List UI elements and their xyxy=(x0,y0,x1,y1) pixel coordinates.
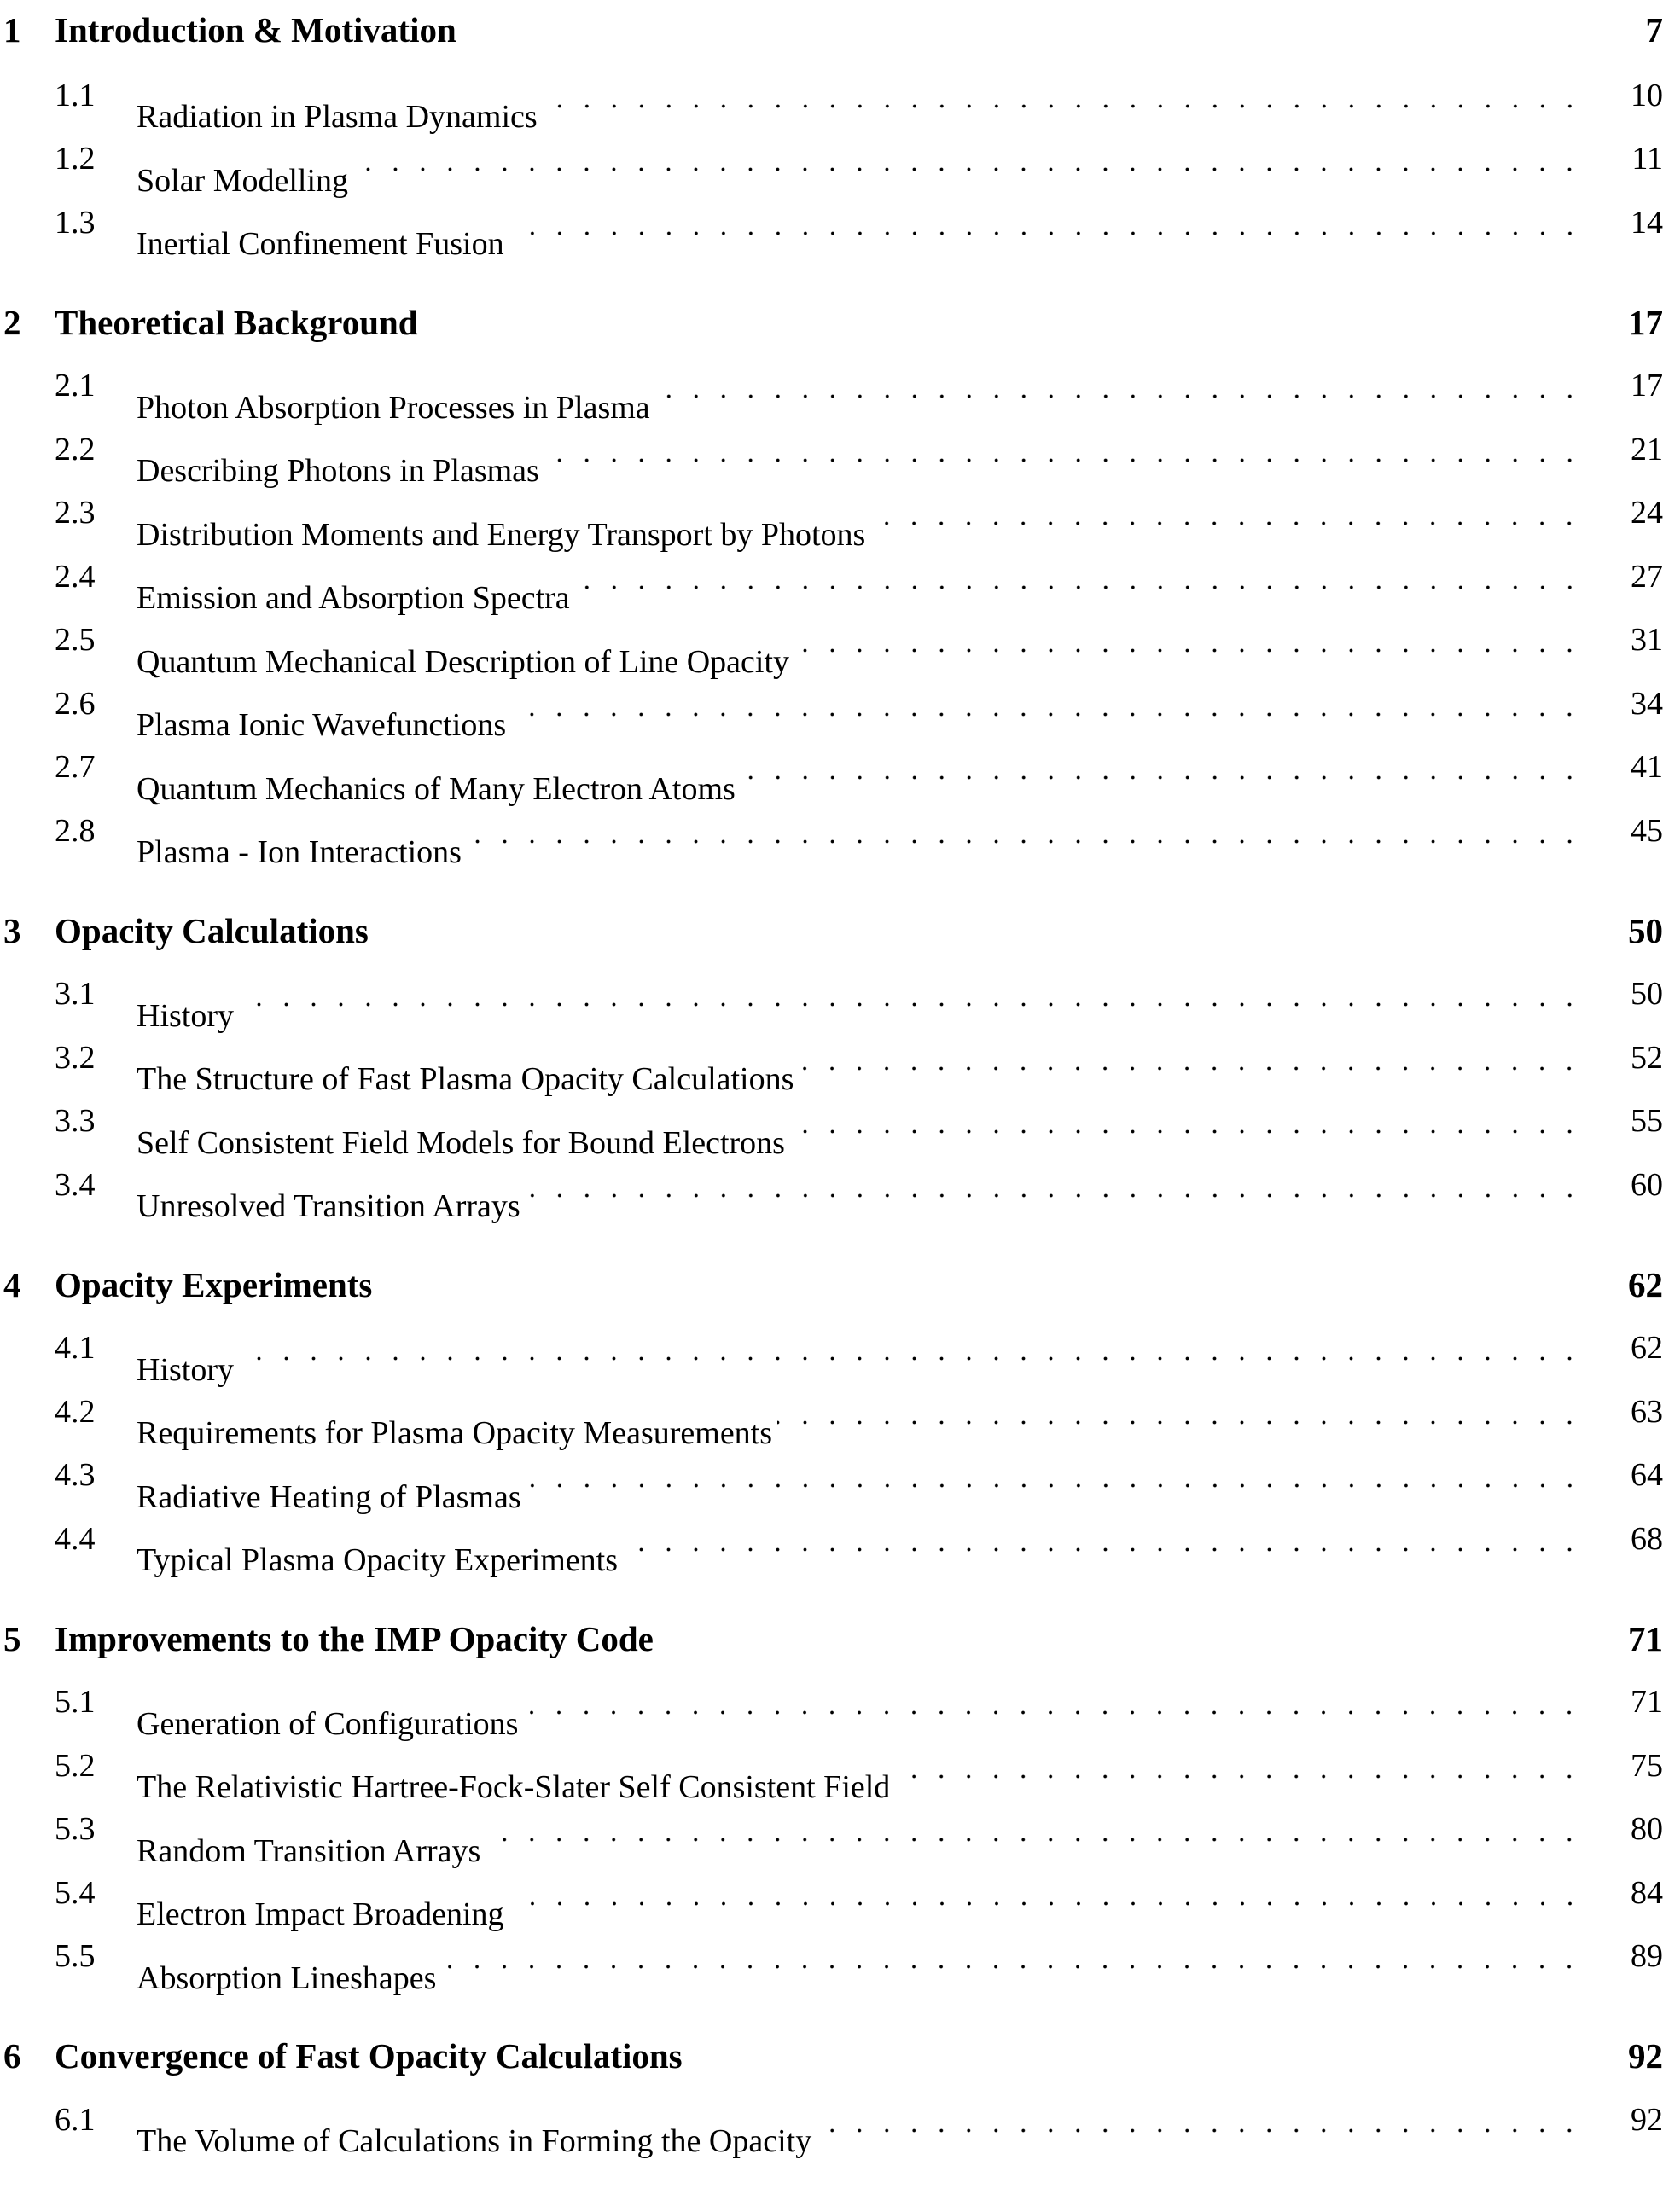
section-number: 2.7 xyxy=(55,749,96,785)
section-number: 4.1 xyxy=(55,1330,96,1366)
toc-chapter-3[interactable] xyxy=(0,899,1663,963)
section-number: 2.1 xyxy=(55,368,96,404)
toc-section-4-2[interactable] xyxy=(0,1380,1663,1451)
section-title: Quantum Mechanical Description of Line Opacity xyxy=(137,630,794,694)
chapter-title: Improvements to the IMP Opacity Code xyxy=(55,1618,654,1658)
section-page-number: 62 xyxy=(1631,1330,1663,1366)
section-page-number: 34 xyxy=(1631,685,1663,722)
section-page-number: 10 xyxy=(1631,77,1663,113)
section-number: 3.4 xyxy=(55,1166,96,1203)
section-number: 2.4 xyxy=(55,558,96,595)
dot-leader xyxy=(544,418,1603,482)
dot-leader xyxy=(543,64,1603,128)
dot-leader xyxy=(523,1670,1603,1734)
toc-section-2-1[interactable] xyxy=(0,354,1663,426)
dot-leader xyxy=(794,608,1603,672)
section-title: Plasma Ionic Wavefunctions xyxy=(137,694,511,758)
chapter-title: Opacity Experiments xyxy=(55,1264,373,1304)
section-page-number: 80 xyxy=(1631,1811,1663,1847)
dot-leader xyxy=(777,1380,1603,1444)
section-title: Solar Modelling xyxy=(137,149,353,213)
section-page-number: 89 xyxy=(1631,1938,1663,1974)
section-number: 5.1 xyxy=(55,1684,96,1720)
section-title: Distribution Moments and Energy Transport by Photons xyxy=(137,503,870,567)
section-title: Describing Photons in Plasmas xyxy=(137,439,544,503)
chapter-number: 4 xyxy=(3,1264,21,1304)
dot-leader xyxy=(441,1925,1603,1988)
section-page-number: 71 xyxy=(1631,1684,1663,1720)
chapter-title: Convergence of Fast Opacity Calculations xyxy=(55,2036,683,2076)
section-title: Electron Impact Broadening xyxy=(137,1883,509,1947)
dot-leader xyxy=(870,481,1603,545)
dot-leader xyxy=(895,1734,1603,1798)
dot-leader xyxy=(623,1507,1603,1571)
section-page-number: 52 xyxy=(1631,1039,1663,1076)
chapter-page-number: 62 xyxy=(1628,1264,1663,1304)
section-page-number: 63 xyxy=(1631,1393,1663,1430)
section-title: History xyxy=(137,984,239,1048)
dot-leader xyxy=(509,1861,1603,1925)
section-title: Radiative Heating of Plasmas xyxy=(137,1466,526,1530)
section-page-number: 64 xyxy=(1631,1457,1663,1493)
section-number: 2.2 xyxy=(55,431,96,467)
chapter-page-number: 50 xyxy=(1628,910,1663,950)
section-page-number: 75 xyxy=(1631,1747,1663,1784)
section-page-number: 17 xyxy=(1631,368,1663,404)
section-page-number: 14 xyxy=(1631,204,1663,241)
section-number: 5.2 xyxy=(55,1747,96,1784)
dot-leader xyxy=(799,1026,1603,1090)
chapter-page-number: 7 xyxy=(1645,10,1663,49)
toc-chapter-2[interactable] xyxy=(0,291,1663,355)
section-title: Requirements for Plasma Opacity Measurements xyxy=(137,1402,777,1466)
chapter-number: 6 xyxy=(3,2036,21,2076)
toc-section-6-1[interactable] xyxy=(0,2088,1663,2159)
chapter-number: 3 xyxy=(3,910,21,950)
toc-chapter-4[interactable] xyxy=(0,1253,1663,1317)
toc-chapter-5[interactable] xyxy=(0,1607,1663,1671)
section-title: Absorption Lineshapes xyxy=(137,1947,441,2011)
section-page-number: 27 xyxy=(1631,558,1663,595)
section-number: 4.3 xyxy=(55,1457,96,1493)
section-number: 2.6 xyxy=(55,685,96,722)
dot-leader xyxy=(790,1089,1603,1153)
section-number: 6.1 xyxy=(55,2101,96,2138)
dot-leader xyxy=(239,1316,1603,1380)
section-title: Plasma - Ion Interactions xyxy=(137,821,467,885)
section-title: Photon Absorption Processes in Plasma xyxy=(137,376,655,440)
section-title: Inertial Confinement Fusion xyxy=(137,212,509,276)
dot-leader xyxy=(239,962,1603,1026)
section-title: Random Transition Arrays xyxy=(137,1820,486,1884)
section-title: History xyxy=(137,1338,239,1402)
chapter-page-number: 71 xyxy=(1628,1618,1663,1658)
section-page-number: 50 xyxy=(1631,976,1663,1012)
section-page-number: 92 xyxy=(1631,2101,1663,2138)
section-page-number: 11 xyxy=(1631,141,1663,177)
chapter-number: 1 xyxy=(3,10,21,49)
section-page-number: 68 xyxy=(1631,1520,1663,1557)
section-title: Typical Plasma Opacity Experiments xyxy=(137,1529,623,1593)
section-page-number: 60 xyxy=(1631,1166,1663,1203)
toc-section-5-1[interactable] xyxy=(0,1670,1663,1742)
section-page-number: 31 xyxy=(1631,622,1663,658)
section-number: 4.2 xyxy=(55,1393,96,1430)
section-number: 3.2 xyxy=(55,1039,96,1076)
section-page-number: 41 xyxy=(1631,749,1663,785)
chapter-title: Opacity Calculations xyxy=(55,910,369,950)
chapter-title: Introduction & Motivation xyxy=(55,10,456,49)
section-title: Emission and Absorption Spectra xyxy=(137,566,575,630)
section-title: Generation of Configurations xyxy=(137,1692,523,1756)
section-title: Radiation in Plasma Dynamics xyxy=(137,85,543,149)
toc-chapter-6[interactable] xyxy=(0,2024,1663,2088)
section-number: 1.3 xyxy=(55,204,96,241)
section-title: Unresolved Transition Arrays xyxy=(137,1175,526,1239)
toc-chapter-1[interactable] xyxy=(0,0,1663,62)
chapter-number: 2 xyxy=(3,302,21,342)
section-number: 3.3 xyxy=(55,1103,96,1139)
section-number: 4.4 xyxy=(55,1520,96,1557)
section-page-number: 21 xyxy=(1631,431,1663,467)
dot-leader xyxy=(817,2088,1603,2152)
chapter-title: Theoretical Background xyxy=(55,302,418,342)
section-number: 1.2 xyxy=(55,141,96,177)
section-number: 5.5 xyxy=(55,1938,96,1974)
section-title: The Relativistic Hartree-Fock-Slater Self Consistent Field xyxy=(137,1756,895,1820)
section-number: 3.1 xyxy=(55,976,96,1012)
dot-leader xyxy=(655,354,1603,418)
section-page-number: 55 xyxy=(1631,1103,1663,1139)
section-number: 1.1 xyxy=(55,77,96,113)
toc-section-3-1[interactable] xyxy=(0,962,1663,1034)
section-page-number: 84 xyxy=(1631,1874,1663,1911)
section-number: 2.3 xyxy=(55,495,96,531)
dot-leader xyxy=(509,191,1603,255)
section-number: 2.8 xyxy=(55,812,96,849)
toc-section-1-1[interactable] xyxy=(0,64,1663,135)
section-page-number: 24 xyxy=(1631,495,1663,531)
section-title: Self Consistent Field Models for Bound Electrons xyxy=(137,1112,790,1176)
section-title: The Volume of Calculations in Forming the Opacity xyxy=(137,2110,817,2174)
section-number: 2.5 xyxy=(55,622,96,658)
section-title: The Structure of Fast Plasma Opacity Calculations xyxy=(137,1048,799,1112)
section-page-number: 45 xyxy=(1631,812,1663,849)
section-number: 5.4 xyxy=(55,1874,96,1911)
chapter-page-number: 92 xyxy=(1628,2036,1663,2076)
chapter-number: 5 xyxy=(3,1618,21,1658)
section-title: Quantum Mechanics of Many Electron Atoms xyxy=(137,758,741,822)
dot-leader xyxy=(741,735,1603,799)
section-number: 5.3 xyxy=(55,1811,96,1847)
chapter-page-number: 17 xyxy=(1628,302,1663,342)
toc-section-3-2[interactable] xyxy=(0,1026,1663,1097)
toc-section-4-1[interactable] xyxy=(0,1316,1663,1388)
